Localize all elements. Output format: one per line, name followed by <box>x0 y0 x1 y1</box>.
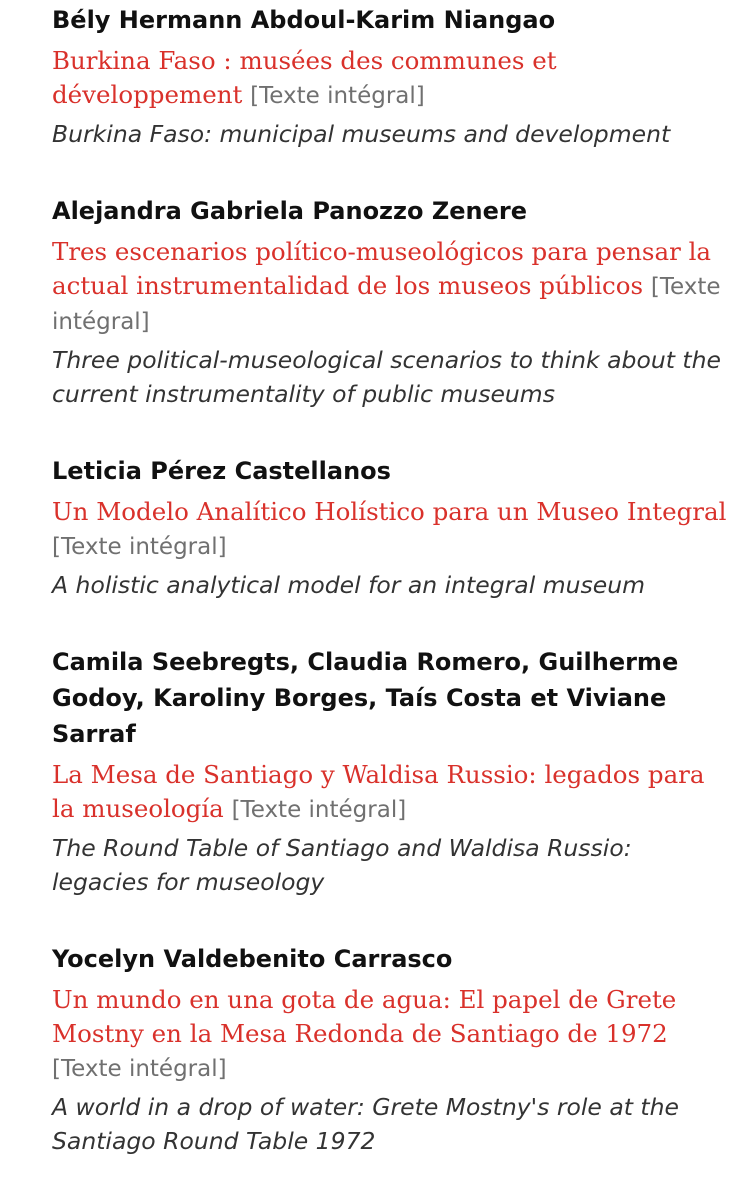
article-translation: Burkina Faso: municipal museums and development <box>52 120 671 148</box>
full-text-link[interactable]: [Texte intégral] <box>231 797 407 823</box>
article-title-link[interactable]: Tres escenarios político-museológicos para pensar la actual instrumentalidad de los museos públicos <box>52 237 712 300</box>
article-entry <box>52 642 732 899</box>
article-translation: A holistic analytical model for an integral museum <box>52 571 645 599</box>
article-author: Leticia Pérez Castellanos <box>52 457 391 485</box>
article-entry <box>52 191 732 411</box>
article-author: Alejandra Gabriela Panozzo Zenere <box>52 197 527 225</box>
full-text-link[interactable]: [Texte intégral] <box>250 83 425 109</box>
article-title-line <box>52 983 732 1086</box>
article-entry <box>52 939 732 1158</box>
article-title-link[interactable]: Un Modelo Analítico Holístico para un Museo Integral <box>52 497 727 526</box>
article-translation: Three political-museological scenarios to think about the current instrumentality of public museums <box>52 346 721 408</box>
article-title-link[interactable]: Un mundo en una gota de agua: El papel de Grete Mostny en la Mesa Redonda de Santiago de 1972 <box>52 985 677 1048</box>
article-title-link[interactable]: La Mesa de Santiago y Waldisa Russio: legados para la museología <box>52 760 705 823</box>
article-title-line <box>52 758 732 827</box>
full-text-link[interactable]: [Texte intégral] <box>52 534 227 560</box>
article-title-line <box>52 495 732 564</box>
article-title-link[interactable]: Burkina Faso : musées des communes et développement <box>52 46 557 109</box>
full-text-link[interactable]: [Texte intégral] <box>52 1056 227 1082</box>
article-translation: A world in a drop of water: Grete Mostny's role at the Santiago Round Table 1972 <box>52 1093 679 1155</box>
article-author: Bély Hermann Abdoul-Karim Niangao <box>52 6 556 34</box>
article-title-line <box>52 44 732 113</box>
article-entry <box>52 451 732 602</box>
article-title-line <box>52 235 732 339</box>
table-of-contents <box>52 0 732 1198</box>
article-author: Camila Seebregts, Claudia Romero, Guilherme Godoy, Karoliny Borges, Taís Costa et Viviane Sarraf <box>52 648 679 748</box>
article-translation: The Round Table of Santiago and Waldisa Russio: legacies for museology <box>52 834 632 896</box>
article-author: Yocelyn Valdebenito Carrasco <box>52 945 453 973</box>
article-entry <box>52 0 732 151</box>
full-text-link[interactable]: [Texte intégral] <box>52 274 721 335</box>
